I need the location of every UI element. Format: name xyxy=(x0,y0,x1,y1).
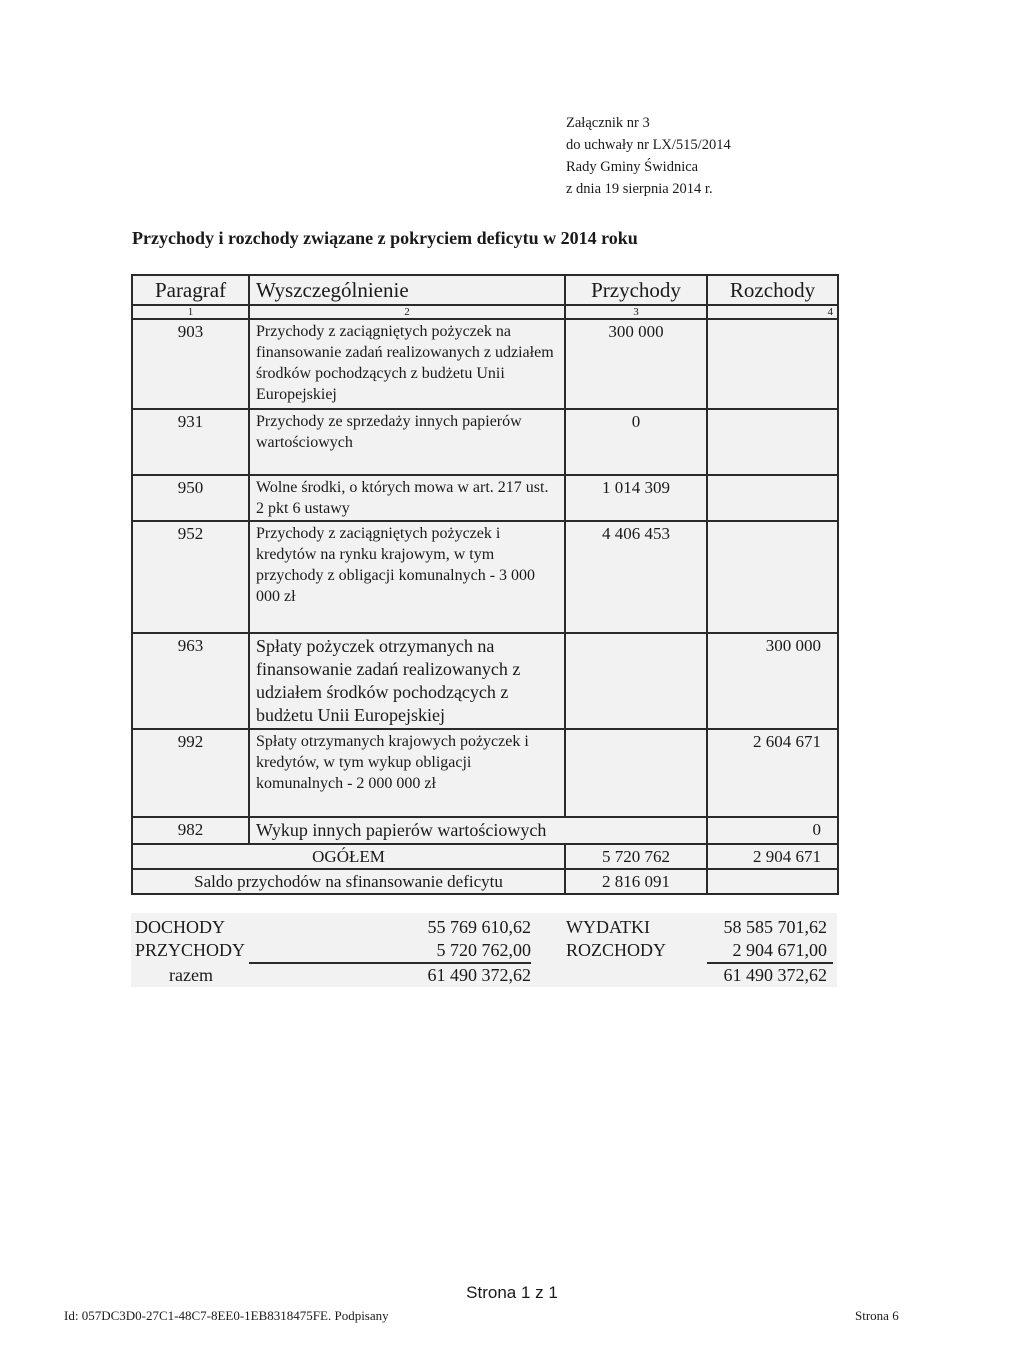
column-number: 1 xyxy=(132,305,249,319)
description-cell: Spłaty otrzymanych krajowych pożyczek i kredytów, w tym wykup obligacji komunalnych - 2 000 000 zł xyxy=(249,729,565,817)
rozchody-cell xyxy=(707,521,838,633)
summary-block xyxy=(131,913,837,987)
saldo-rozchody xyxy=(707,869,838,894)
document-id: Id: 057DC3D0-27C1-48C7-8EE0-1EB8318475FE. Podpisany xyxy=(64,1308,389,1323)
przychody-cell: 4 406 453 xyxy=(565,521,707,633)
header-wyszczegolnienie: Wyszczególnienie xyxy=(249,275,565,305)
description-cell: Przychody z zaciągniętych pożyczek i kredytów na rynku krajowym, w tym przychody z obligacji komunalnych - 3 000 000 zł xyxy=(249,521,565,633)
razem-right-value: 61 490 372,62 xyxy=(723,965,827,985)
rozchody-cell: 300 000 xyxy=(707,633,838,729)
przychody-label: PRZYCHODY xyxy=(135,940,246,960)
description-cell: Przychody ze sprzedaży innych papierów wartościowych xyxy=(249,409,565,475)
table-row xyxy=(132,633,838,729)
saldo-label: Saldo przychodów na sfinansowanie deficytu xyxy=(132,869,565,894)
total-rozchody: 2 904 671 xyxy=(707,844,838,869)
rozchody-cell xyxy=(707,409,838,475)
przychody-value: 5 720 762,00 xyxy=(436,940,531,960)
paragraf-cell: 952 xyxy=(132,521,249,633)
resolution-date: z dnia 19 sierpnia 2014 r. xyxy=(566,181,713,197)
przychody-cell xyxy=(565,633,707,729)
attachment-header xyxy=(566,112,731,200)
rozchody-value: 2 904 671,00 xyxy=(732,940,827,960)
description-cell: Wykup innych papierów wartościowych xyxy=(249,817,707,844)
table-row xyxy=(132,521,838,633)
council-name: Rady Gminy Świdnica xyxy=(566,159,699,175)
table-header-row xyxy=(132,275,838,305)
razem-label: razem xyxy=(169,965,213,985)
paragraf-cell: 931 xyxy=(132,409,249,475)
total-label: OGÓŁEM xyxy=(132,844,565,869)
page-number: Strona 6 xyxy=(855,1308,899,1323)
description-cell: Wolne środki, o których mowa w art. 217 ust. 2 pkt 6 ustawy xyxy=(249,475,565,521)
rozchody-cell: 0 xyxy=(707,817,838,844)
dochody-label: DOCHODY xyxy=(135,917,225,937)
column-number-row xyxy=(132,305,838,319)
saldo-przychody: 2 816 091 xyxy=(565,869,707,894)
paragraf-cell: 950 xyxy=(132,475,249,521)
rozchody-label: ROZCHODY xyxy=(566,940,667,960)
attachment-number: Załącznik nr 3 xyxy=(566,115,650,131)
paragraf-cell: 903 xyxy=(132,319,249,409)
table-row xyxy=(132,409,838,475)
przychody-cell xyxy=(565,729,707,817)
page-counter: Strona 1 z 1 xyxy=(466,1283,558,1302)
header-rozchody: Rozchody xyxy=(707,275,838,305)
table-row xyxy=(132,729,838,817)
total-row xyxy=(132,844,838,869)
budget-table-container xyxy=(131,274,837,895)
document-title: Przychody i rozchody związane z pokryciem deficytu w 2014 roku xyxy=(132,228,638,248)
paragraf-cell: 982 xyxy=(132,817,249,844)
resolution-number: do uchwały nr LX/515/2014 xyxy=(566,137,731,153)
wydatki-value: 58 585 701,62 xyxy=(723,917,827,937)
wydatki-label: WYDATKI xyxy=(566,917,650,937)
total-przychody: 5 720 762 xyxy=(565,844,707,869)
budget-table xyxy=(131,274,839,895)
table-row xyxy=(132,475,838,521)
saldo-row xyxy=(132,869,838,894)
header-przychody: Przychody xyxy=(565,275,707,305)
rozchody-cell xyxy=(707,475,838,521)
rozchody-cell xyxy=(707,319,838,409)
razem-left-value: 61 490 372,62 xyxy=(427,965,531,985)
przychody-cell: 1 014 309 xyxy=(565,475,707,521)
table-row xyxy=(132,319,838,409)
column-number: 3 xyxy=(565,305,707,319)
column-number: 2 xyxy=(249,305,565,319)
description-cell: Spłaty pożyczek otrzymanych na finansowanie zadań realizowanych z udziałem środków pochodzących z budżetu Unii Europejskiej xyxy=(249,633,565,729)
dochody-value: 55 769 610,62 xyxy=(427,917,531,937)
header-paragraf: Paragraf xyxy=(132,275,249,305)
paragraf-cell: 992 xyxy=(132,729,249,817)
przychody-cell: 300 000 xyxy=(565,319,707,409)
rozchody-cell: 2 604 671 xyxy=(707,729,838,817)
table-row xyxy=(132,817,838,844)
description-cell: Przychody z zaciągniętych pożyczek na finansowanie zadań realizowanych z udziałem środków pochodzących z budżetu Unii Europejskiej xyxy=(249,319,565,409)
przychody-cell: 0 xyxy=(565,409,707,475)
column-number: 4 xyxy=(707,305,838,319)
paragraf-cell: 963 xyxy=(132,633,249,729)
